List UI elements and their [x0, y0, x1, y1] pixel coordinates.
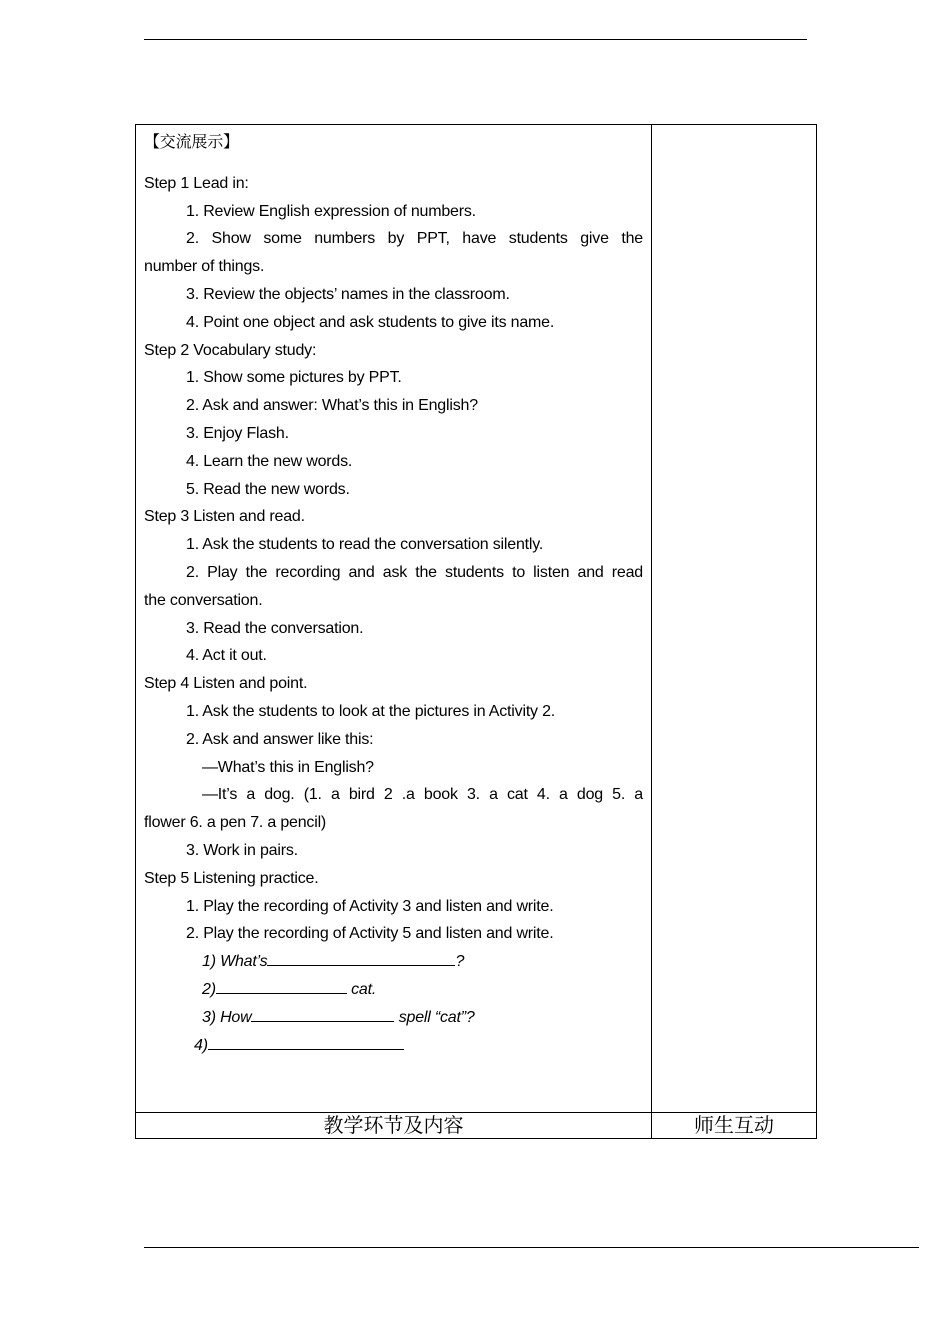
- step1-item-1: 1. Review English expression of numbers.: [186, 202, 476, 220]
- exercise-4-blank: [208, 1033, 404, 1050]
- step4-dialog-answer-cont: flower 6. a pen 7. a pencil): [144, 814, 327, 832]
- footer-rule: [144, 1247, 919, 1248]
- step5-item-1: 1. Play the recording of Activity 3 and listen and write.: [186, 897, 554, 915]
- step1-item-2-cont: number of things.: [144, 258, 265, 276]
- step5-item-2: 2. Play the recording of Activity 5 and listen and write.: [186, 925, 554, 943]
- content-row: [136, 125, 817, 1113]
- step3-title: Step 3 Listen and read.: [144, 508, 305, 526]
- exercise-2-blank: [216, 977, 347, 994]
- step4-dialog-question: —What’s this in English?: [202, 758, 374, 776]
- exercise-2: [144, 976, 643, 1004]
- exercise-3-prefix: 3) How: [202, 1008, 252, 1026]
- step2-item-2: 2. Ask and answer: What’s this in English?: [186, 397, 478, 415]
- interaction-cell: [652, 125, 817, 1113]
- lesson-content: [136, 125, 651, 1059]
- step3-item-4: 4. Act it out.: [186, 647, 267, 665]
- header-rule: [144, 39, 807, 40]
- exercise-1-suffix: ?: [455, 953, 465, 971]
- exercise-1-prefix: 1) What’s: [202, 953, 268, 971]
- step2-item-3: 3. Enjoy Flash.: [186, 424, 289, 442]
- exercise-4-prefix: 4): [194, 1036, 208, 1054]
- exercise-1-blank: [267, 949, 455, 966]
- exercise-3: [144, 1004, 643, 1032]
- step3-item-2-cont: the conversation.: [144, 591, 263, 609]
- step1-title: Step 1 Lead in:: [144, 174, 249, 192]
- footer-row: [136, 1113, 817, 1139]
- step3-item-1: 1. Ask the students to read the conversation silently.: [186, 536, 544, 554]
- footer-right-label: 师生互动: [652, 1113, 817, 1139]
- step4-dialog-answer: —It’s a dog. (1. a bird 2 .a book 3. a cat 4. a dog 5. a: [202, 786, 643, 804]
- step2-item-4: 4. Learn the new words.: [186, 452, 353, 470]
- step1-item-4: 4. Point one object and ask students to give its name.: [186, 313, 555, 331]
- step4-item-1: 1. Ask the students to look at the pictures in Activity 2.: [186, 702, 556, 720]
- section-label: 【交流展示】: [144, 134, 239, 151]
- step1-item-3: 3. Review the objects’ names in the classroom.: [186, 285, 510, 303]
- lesson-table: [135, 124, 817, 1139]
- exercise-3-suffix: spell “cat”?: [394, 1008, 475, 1026]
- step4-item-2: 2. Ask and answer like this:: [186, 730, 374, 748]
- exercise-1: [144, 948, 643, 976]
- exercise-2-prefix: 2): [202, 980, 216, 998]
- exercise-4: [144, 1032, 643, 1060]
- step2-title: Step 2 Vocabulary study:: [144, 341, 317, 359]
- step4-title: Step 4 Listen and point.: [144, 675, 308, 693]
- content-cell: [136, 125, 652, 1113]
- step1-item-2: 2. Show some numbers by PPT, have students give the: [186, 230, 643, 248]
- step4-item-3: 3. Work in pairs.: [186, 841, 298, 859]
- step2-item-1: 1. Show some pictures by PPT.: [186, 369, 402, 387]
- footer-left-label: 教学环节及内容: [136, 1113, 652, 1139]
- step2-item-5: 5. Read the new words.: [186, 480, 350, 498]
- step3-item-3: 3. Read the conversation.: [186, 619, 364, 637]
- exercise-3-blank: [251, 1005, 394, 1022]
- exercise-2-suffix: cat.: [346, 980, 377, 998]
- step5-title: Step 5 Listening practice.: [144, 869, 319, 887]
- step3-item-2: 2. Play the recording and ask the students to listen and read: [186, 563, 643, 581]
